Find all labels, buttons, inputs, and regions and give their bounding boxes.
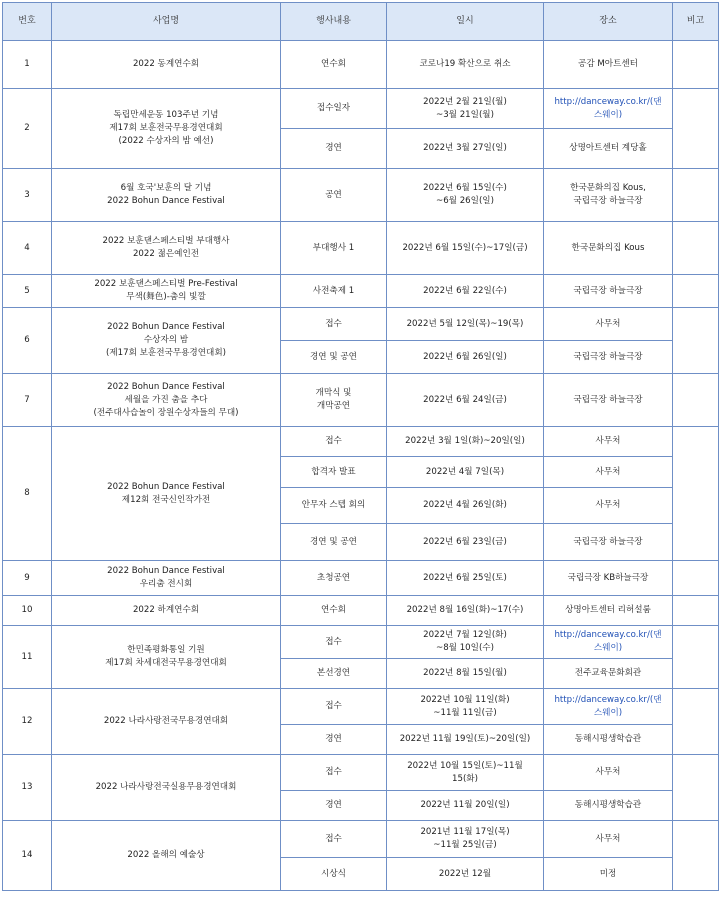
- header-note: 비고: [673, 3, 719, 41]
- cell-no: 7: [3, 374, 52, 427]
- cell-place[interactable]: http://danceway.co.kr/(댄 스웨이): [544, 689, 673, 725]
- cell-date: 2022년 3월 1일(화)~20일(일): [387, 427, 544, 457]
- cell-place: 국립극장 하늘극장: [544, 341, 673, 374]
- cell-content: 사전축제 1: [281, 275, 387, 308]
- cell-no: 11: [3, 626, 52, 689]
- cell-place: 전주교육문화회관: [544, 659, 673, 689]
- cell-place: 한국문화의집 Kous: [544, 222, 673, 275]
- table-row: [3, 89, 719, 129]
- table-row: [3, 41, 719, 89]
- cell-note: [673, 89, 719, 169]
- cell-name: 2022 나라사랑전국실용무용경연대회: [52, 755, 281, 821]
- cell-no: 5: [3, 275, 52, 308]
- cell-no: 6: [3, 308, 52, 374]
- cell-content: 접수: [281, 308, 387, 341]
- header-date: 일시: [387, 3, 544, 41]
- cell-note: [673, 689, 719, 755]
- cell-no: 9: [3, 561, 52, 596]
- table-row: [3, 626, 719, 659]
- cell-content: 경연: [281, 129, 387, 169]
- cell-note: [673, 308, 719, 374]
- cell-date: 2022년 3월 27일(일): [387, 129, 544, 169]
- cell-content: 연수회: [281, 41, 387, 89]
- cell-content: 접수: [281, 821, 387, 858]
- cell-note: [673, 755, 719, 821]
- cell-no: 8: [3, 427, 52, 561]
- cell-place: 국립극장 KB하늘극장: [544, 561, 673, 596]
- cell-place: 사무처: [544, 457, 673, 488]
- cell-place: 한국문화의집 Kous, 국립극장 하늘극장: [544, 169, 673, 222]
- cell-date: 2022년 6월 25일(토): [387, 561, 544, 596]
- cell-name: 2022 보훈댄스페스티벌 부대행사 2022 젊은예인전: [52, 222, 281, 275]
- cell-no: 2: [3, 89, 52, 169]
- cell-name: 2022 하계연수회: [52, 596, 281, 626]
- cell-note: [673, 596, 719, 626]
- cell-content: 안무자 스텝 회의: [281, 488, 387, 524]
- cell-place[interactable]: http://danceway.co.kr/(댄 스웨이): [544, 626, 673, 659]
- cell-place: 국립극장 하늘극장: [544, 524, 673, 561]
- cell-date: 2022년 4월 26일(화): [387, 488, 544, 524]
- cell-name: 2022 올해의 예술상: [52, 821, 281, 891]
- cell-date: 2022년 2월 21일(월) ~3월 21일(월): [387, 89, 544, 129]
- cell-content: 경연: [281, 791, 387, 821]
- table-row: [3, 275, 719, 308]
- cell-place: 사무처: [544, 488, 673, 524]
- cell-content: 합격자 발표: [281, 457, 387, 488]
- cell-date: 2022년 10월 15일(토)~11월 15(화): [387, 755, 544, 791]
- cell-note: [673, 821, 719, 891]
- cell-place: 상명아트센터 리허설룸: [544, 596, 673, 626]
- cell-place[interactable]: http://danceway.co.kr/(댄 스웨이): [544, 89, 673, 129]
- cell-place: 미정: [544, 858, 673, 891]
- cell-date: 코로나19 확산으로 취소: [387, 41, 544, 89]
- table-row: [3, 755, 719, 791]
- cell-name: 한민족평화통일 기원 제17회 차세대전국무용경연대회: [52, 626, 281, 689]
- cell-place: 동해시평생학습관: [544, 791, 673, 821]
- cell-date: 2022년 6월 26일(일): [387, 341, 544, 374]
- cell-date: 2022년 6월 15일(수) ~6월 26일(일): [387, 169, 544, 222]
- cell-content: 경연 및 공연: [281, 524, 387, 561]
- cell-place: 공감 M아트센터: [544, 41, 673, 89]
- cell-name: 2022 나라사랑전국무용경연대회: [52, 689, 281, 755]
- cell-content: 공연: [281, 169, 387, 222]
- cell-content: 개막식 및 개막공연: [281, 374, 387, 427]
- cell-content: 연수회: [281, 596, 387, 626]
- header-name: 사업명: [52, 3, 281, 41]
- cell-content: 경연 및 공연: [281, 341, 387, 374]
- cell-date: 2022년 6월 22일(수): [387, 275, 544, 308]
- cell-date: 2022년 8월 15일(월): [387, 659, 544, 689]
- header-content: 행사내용: [281, 3, 387, 41]
- schedule-table: [2, 2, 719, 891]
- cell-name: 2022 동계연수회: [52, 41, 281, 89]
- table-row: [3, 596, 719, 626]
- cell-name: 2022 보훈댄스페스티벌 Pre-Festival 무색(舞色)-춤의 빛깔: [52, 275, 281, 308]
- header-place: 장소: [544, 3, 673, 41]
- cell-date: 2022년 10월 11일(화) ~11월 11일(금): [387, 689, 544, 725]
- cell-name: 6월 호국'보훈의 달 기념 2022 Bohun Dance Festival: [52, 169, 281, 222]
- cell-content: 시상식: [281, 858, 387, 891]
- cell-content: 접수: [281, 755, 387, 791]
- cell-name: 2022 Bohun Dance Festival 수상자의 밤 (제17회 보훈전국무용경연대회): [52, 308, 281, 374]
- cell-note: [673, 626, 719, 689]
- cell-no: 1: [3, 41, 52, 89]
- cell-date: 2021년 11월 17일(목) ~11월 25일(금): [387, 821, 544, 858]
- cell-note: [673, 561, 719, 596]
- cell-place: 사무처: [544, 427, 673, 457]
- cell-date: 2022년 11월 20일(일): [387, 791, 544, 821]
- table-row: [3, 821, 719, 858]
- cell-date: 2022년 7월 12일(화) ~8월 10일(수): [387, 626, 544, 659]
- cell-no: 3: [3, 169, 52, 222]
- cell-no: 13: [3, 755, 52, 821]
- cell-date: 2022년 12월: [387, 858, 544, 891]
- cell-place: 상명아트센터 계당홀: [544, 129, 673, 169]
- cell-note: [673, 374, 719, 427]
- cell-content: 접수: [281, 626, 387, 659]
- cell-note: [673, 41, 719, 89]
- cell-name: 2022 Bohun Dance Festival 세월을 가진 춤을 추다 (전주대사습놀이 장원수상자들의 무대): [52, 374, 281, 427]
- cell-place: 사무처: [544, 755, 673, 791]
- cell-note: [673, 222, 719, 275]
- cell-content: 본선경연: [281, 659, 387, 689]
- table-row: [3, 222, 719, 275]
- cell-content: 접수: [281, 427, 387, 457]
- cell-no: 10: [3, 596, 52, 626]
- cell-content: 경연: [281, 725, 387, 755]
- cell-content: 부대행사 1: [281, 222, 387, 275]
- cell-date: 2022년 4월 7일(목): [387, 457, 544, 488]
- schedule-body: [3, 41, 719, 891]
- cell-place: 사무처: [544, 308, 673, 341]
- cell-content: 접수일자: [281, 89, 387, 129]
- cell-no: 14: [3, 821, 52, 891]
- cell-note: [673, 169, 719, 222]
- cell-content: 접수: [281, 689, 387, 725]
- cell-name: 2022 Bohun Dance Festival 제12회 전국신인작가전: [52, 427, 281, 561]
- cell-place: 국립극장 하늘극장: [544, 374, 673, 427]
- table-row: [3, 308, 719, 341]
- cell-note: [673, 275, 719, 308]
- cell-note: [673, 427, 719, 561]
- table-row: [3, 689, 719, 725]
- cell-no: 12: [3, 689, 52, 755]
- table-row: [3, 561, 719, 596]
- cell-date: 2022년 11월 19일(토)~20일(일): [387, 725, 544, 755]
- header-no: 번호: [3, 3, 52, 41]
- table-row: [3, 169, 719, 222]
- cell-no: 4: [3, 222, 52, 275]
- cell-name: 2022 Bohun Dance Festival 우리춤 전시회: [52, 561, 281, 596]
- cell-place: 국립극장 하늘극장: [544, 275, 673, 308]
- cell-date: 2022년 5월 12일(목)~19(목): [387, 308, 544, 341]
- cell-name: 독립만세운동 103주년 기념 제17회 보훈전국무용경연대회 (2022 수상자의 밤 예선): [52, 89, 281, 169]
- table-row: [3, 427, 719, 457]
- header-row: [3, 3, 719, 41]
- table-row: [3, 374, 719, 427]
- cell-date: 2022년 8월 16일(화)~17(수): [387, 596, 544, 626]
- cell-date: 2022년 6월 23일(금): [387, 524, 544, 561]
- cell-date: 2022년 6월 24일(금): [387, 374, 544, 427]
- cell-place: 사무처: [544, 821, 673, 858]
- cell-content: 초청공연: [281, 561, 387, 596]
- cell-place: 동해시평생학습관: [544, 725, 673, 755]
- cell-date: 2022년 6월 15일(수)~17일(금): [387, 222, 544, 275]
